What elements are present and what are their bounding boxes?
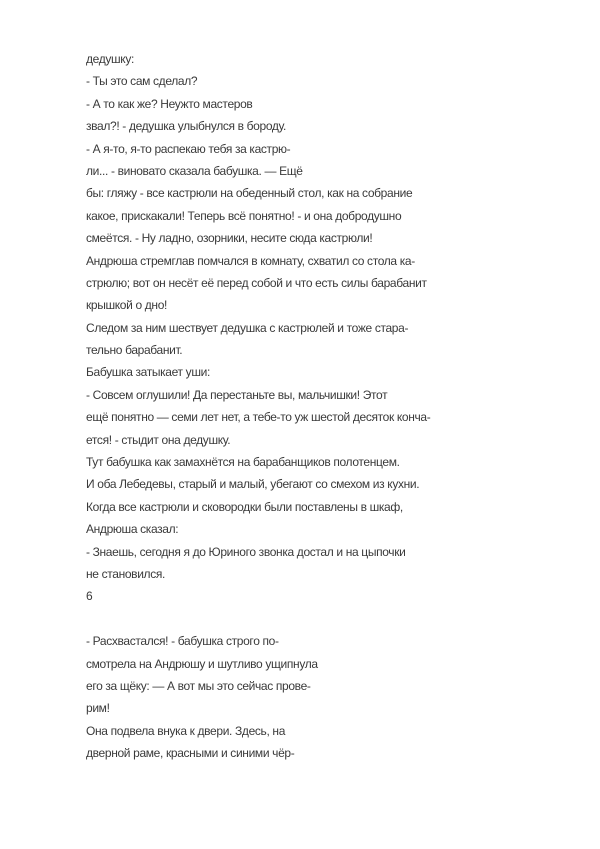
text-line: Тут бабушка как замахнётся на барабанщиков полотенцем.: [86, 455, 400, 470]
text-line: - Знаешь, сегодня я до Юриного звонка достал и на цыпочки: [86, 544, 406, 559]
text-line: - Расхвастался! - бабушка строго по-: [86, 634, 279, 649]
text-line: Следом за ним шествует дедушка с кастрюлей и тоже стара-: [86, 320, 409, 335]
text-line: - Ты это сам сделал?: [86, 74, 198, 89]
text-line: смеётся. - Ну ладно, озорники, несите сюда кастрюли!: [86, 231, 373, 246]
text-line: И оба Лебедевы, старый и малый, убегают со смехом из кухни.: [86, 477, 420, 492]
text-line: тельно барабанит.: [86, 343, 183, 358]
text-line: какое, прискакали! Теперь всё понятно! - и она добродушно: [86, 208, 402, 223]
text-line: стрюлю; вот он несёт её перед собой и что есть силы барабанит: [86, 275, 427, 290]
text-line: смотрела на Андрюшу и шутливо ущипнула: [86, 656, 318, 671]
text-line: Андрюша стремглав помчался в комнату, схватил со стола ка-: [86, 253, 415, 268]
text-line: рим!: [86, 701, 110, 716]
text-line: - А то как же? Неужто мастеров: [86, 96, 253, 111]
text-line: дедушку:: [86, 52, 134, 66]
text-block: [86, 48, 586, 765]
text-line: дверной раме, красными и синими чёр-: [86, 746, 295, 761]
text-line: бы: гляжу - все кастрюли на обеденный стол, как на собрание: [86, 186, 413, 201]
text-line: не становился.: [86, 566, 165, 581]
blank-line: [86, 608, 586, 630]
text-line: Когда все кастрюли и сковородки были поставлены в шкаф,: [86, 499, 403, 514]
text-line: ется! - стыдит она дедушку.: [86, 432, 231, 447]
text-line: его за щёку: — А вот мы это сейчас прове-: [86, 678, 311, 693]
text-line: - А я-то, я-то распекаю тебя за кастрю-: [86, 141, 291, 156]
page-number-line: 6: [86, 589, 93, 604]
text-line: звал?! - дедушка улыбнулся в бороду.: [86, 119, 286, 134]
text-line: Она подвела внука к двери. Здесь, на: [86, 723, 286, 738]
text-line: крышкой о дно!: [86, 298, 168, 313]
text-line: ещё понятно — семи лет нет, а тебе-то уж шестой десяток конча-: [86, 410, 431, 425]
text-line: Андрюша сказал:: [86, 522, 179, 537]
text-line: Бабушка затыкает уши:: [86, 365, 210, 380]
text-line: ли... - виновато сказала бабушка. — Ещё: [86, 163, 303, 178]
text-line: - Совсем оглушили! Да перестаньте вы, мальчишки! Этот: [86, 387, 388, 402]
